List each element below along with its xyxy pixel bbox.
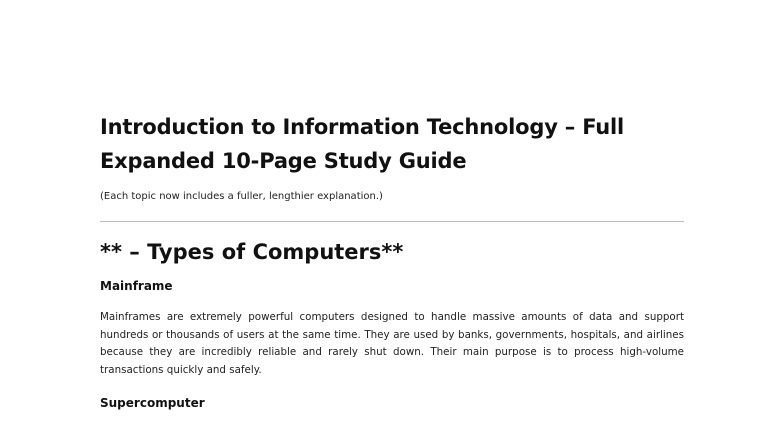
document-content — [100, 110, 684, 411]
subsection-heading-mainframe: Mainframe — [100, 279, 173, 293]
section-heading: ** – Types of Computers** — [100, 240, 404, 264]
subsection-body-mainframe: Mainframes are extremely powerful computers designed to handle massive amounts of data and support hundreds or thousands of users at the same time. They are used by banks, governments, hospitals, and airlines because they are incredibly reliable and rarely shut down. Their main purpose is to process high-volume transactions quickly and safely. — [100, 311, 684, 376]
document-title: Introduction to Information Technology – Full Expanded 10-Page Study Guide — [100, 115, 625, 173]
horizontal-divider — [100, 221, 684, 222]
document-subtitle: (Each topic now includes a fuller, lengthier explanation.) — [100, 191, 383, 202]
subsection-heading-supercomputer: Supercomputer — [100, 396, 205, 410]
